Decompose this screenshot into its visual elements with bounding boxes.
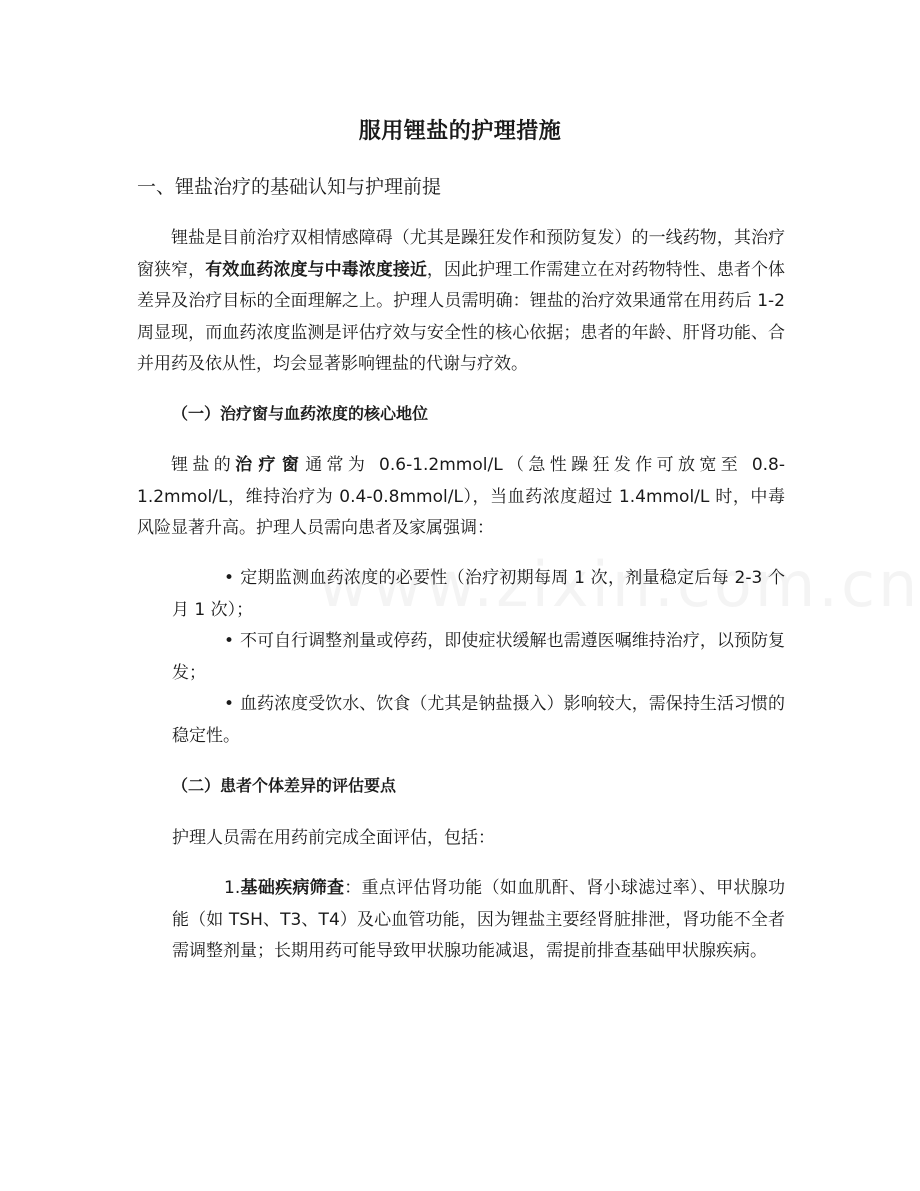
section-paragraph [137,223,785,381]
list-item-text: 不可自行调整剂量或停药，即使症状缓解也需遵医嘱维持治疗，以预防复发； [172,631,785,683]
numbered-item [172,873,785,968]
document-title: 服用锂盐的护理措施 [358,119,562,144]
bullet-icon: • [224,631,235,651]
paragraph-text: ，因此护理工作需建立在对药物特性、患者个体差异及治疗目标的全面理解之上。护理人员需明确：锂盐的治疗效果通常在用药后 1-2 周显现，而血药浓度监测是评估疗效与安全性的核心依据；患者的年龄、肝肾功能、合并用药及依从性，均会显著影响锂盐的代谢与疗效。 [137,259,786,374]
paragraph-text: 通常为 0.6-1.2mmol/L（急性躁狂发作可放宽至 0.8-1.2mmol/L，维持治疗为 0.4-0.8mmol/L），当血药浓度超过 1.4mmol/L 时，中毒风险显著升高。护理人员需向患者及家属强调： [137,455,785,538]
paragraph-bold-text: 治疗窗 [235,455,306,475]
list-item [172,626,785,689]
paragraph-text: 锂盐的 [171,455,236,475]
item-number: 1. [224,878,241,898]
list-item-text: 血药浓度受饮水、饮食（尤其是钠盐摄入）影响较大，需保持生活习惯的稳定性。 [172,694,785,746]
item-bold-label: 基础疾病筛查 [240,878,345,898]
list-item [172,563,785,626]
subsection-paragraph [137,450,785,545]
item-text: ：重点评估肾功能（如血肌酐、肾小球滤过率）、甲状腺功能（如 TSH、T3、T4）及心血管功能，因为锂盐主要经肾脏排泄，肾功能不全者需调整剂量；长期用药可能导致甲状腺功能减退，需提前排查基础甲状腺疾病。 [172,878,786,961]
bullet-icon: • [224,568,235,588]
section-heading: 一、锂盐治疗的基础认知与护理前提 [137,176,442,198]
subsection-heading: （二）患者个体差异的评估要点 [172,776,397,795]
intro-text: 护理人员需在用药前完成全面评估，包括： [172,828,495,848]
paragraph-bold-text: 有效血药浓度与中毒浓度接近 [205,259,427,280]
paragraph-text: 锂盐是目前治疗双相情感障碍（尤其是躁狂发作和预防复发）的一线药物，其治疗窗狭窄， [137,228,785,280]
list-item [172,689,785,752]
subsection-heading: （一）治疗窗与血药浓度的核心地位 [172,404,429,423]
list-item-text: 定期监测血药浓度的必要性（治疗初期每周 1 次，剂量稳定后每 2-3 个月 1 次）； [172,568,785,620]
bullet-list [172,563,785,752]
bullet-icon: • [224,694,235,714]
